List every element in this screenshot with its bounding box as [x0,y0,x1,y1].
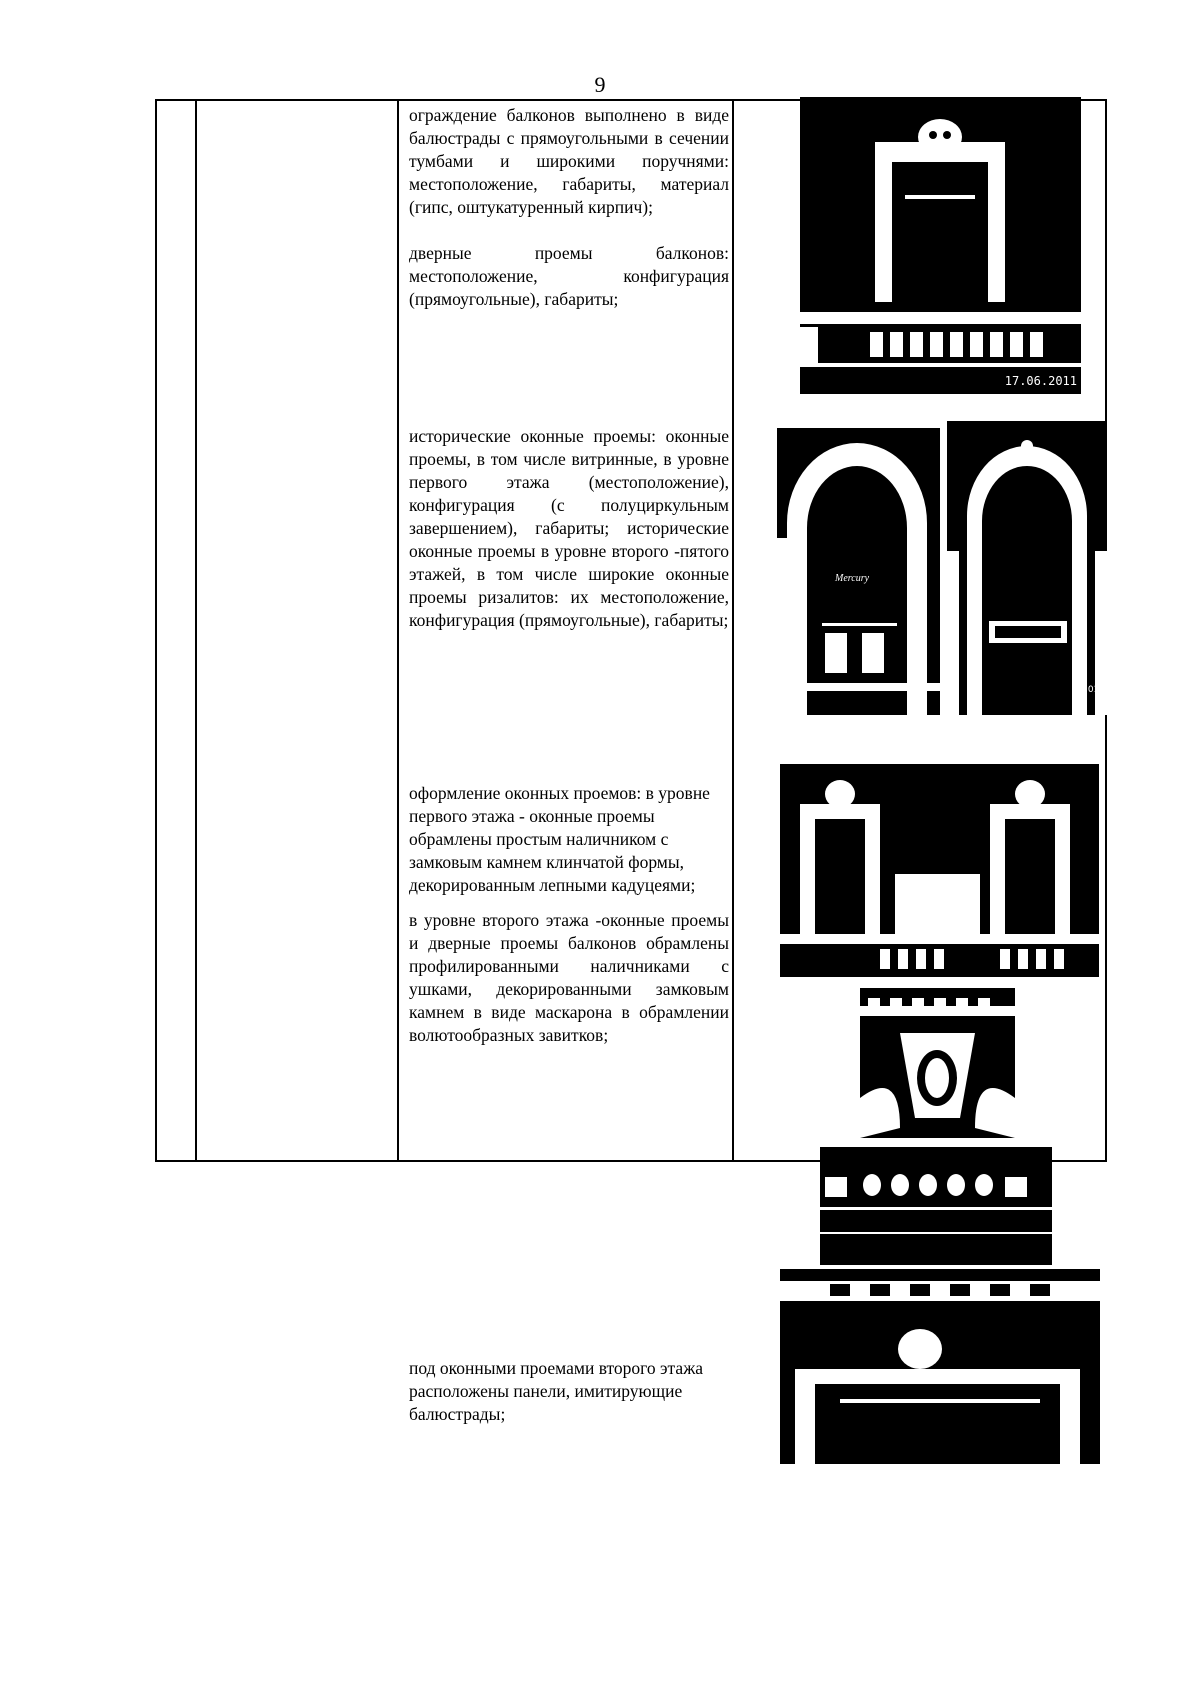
column-divider-3 [732,101,734,1160]
column-divider-2 [397,101,399,1160]
photo-arched-window [947,421,1107,715]
photo-window-keystones [780,764,1099,977]
photo-mascaron-keystone [860,988,1015,1138]
paragraph-historic-windows: исторические оконные проемы: оконные проемы, в том числе витринные, в уровне первого этажа (местоположение), конфигурация (с полуциркульным завершением), габариты; исторические оконные проемы в уровне второго -пятого этажей, в том числе широкие оконные проемы ризалитов: их местоположение, конфигурация (прямоугольные), габариты; [409,426,729,630]
column-divider-1 [195,101,197,1160]
page-number: 9 [594,72,606,97]
text-window-decoration [409,782,729,1047]
photo-window-panel [780,1269,1100,1464]
photo-arched-shop-window [777,428,940,715]
text-window-openings [409,425,729,632]
paragraph-balustrade: ограждение балконов выполнено в виде балюстрады с прямоугольными в сечении тумбами и широкими поручнями: местоположение, габариты, материал (гипс, оштукатуренный кирпич); [409,105,729,217]
paragraph-first-floor-decoration: оформление оконных проемов: в уровне первого этажа - оконные проемы обрамлены простым наличником с замковым камнем клинчатой формы, декорированным лепными кадуцеями; [409,783,710,895]
paragraph-second-floor-decoration: в уровне второго этажа -оконные проемы и дверные проемы балконов обрамлены профилированными наличниками с ушками, декорированными замковым камнем в виде маскарона в обрамлении волютообразных завитков; [409,910,729,1045]
text-balustrade-panels [409,1357,729,1426]
table [155,99,1107,1424]
photo-balcony-door [800,97,1081,394]
photo-date-stamp: 17.06.2011 [1004,374,1077,388]
text-balcony-railing [409,104,729,311]
paragraph-panels: под оконными проемами второго этажа расположены панели, имитирующие балюстрады; [409,1358,704,1424]
paragraph-balcony-doors: дверные проемы балконов: местоположение, конфигурация (прямоугольные), габариты; [409,243,729,309]
photo-balustrade-panel [820,1147,1052,1265]
photo-shop-sign: Mercury [835,573,870,584]
photo-year-stamp: 2011 [1082,685,1105,695]
